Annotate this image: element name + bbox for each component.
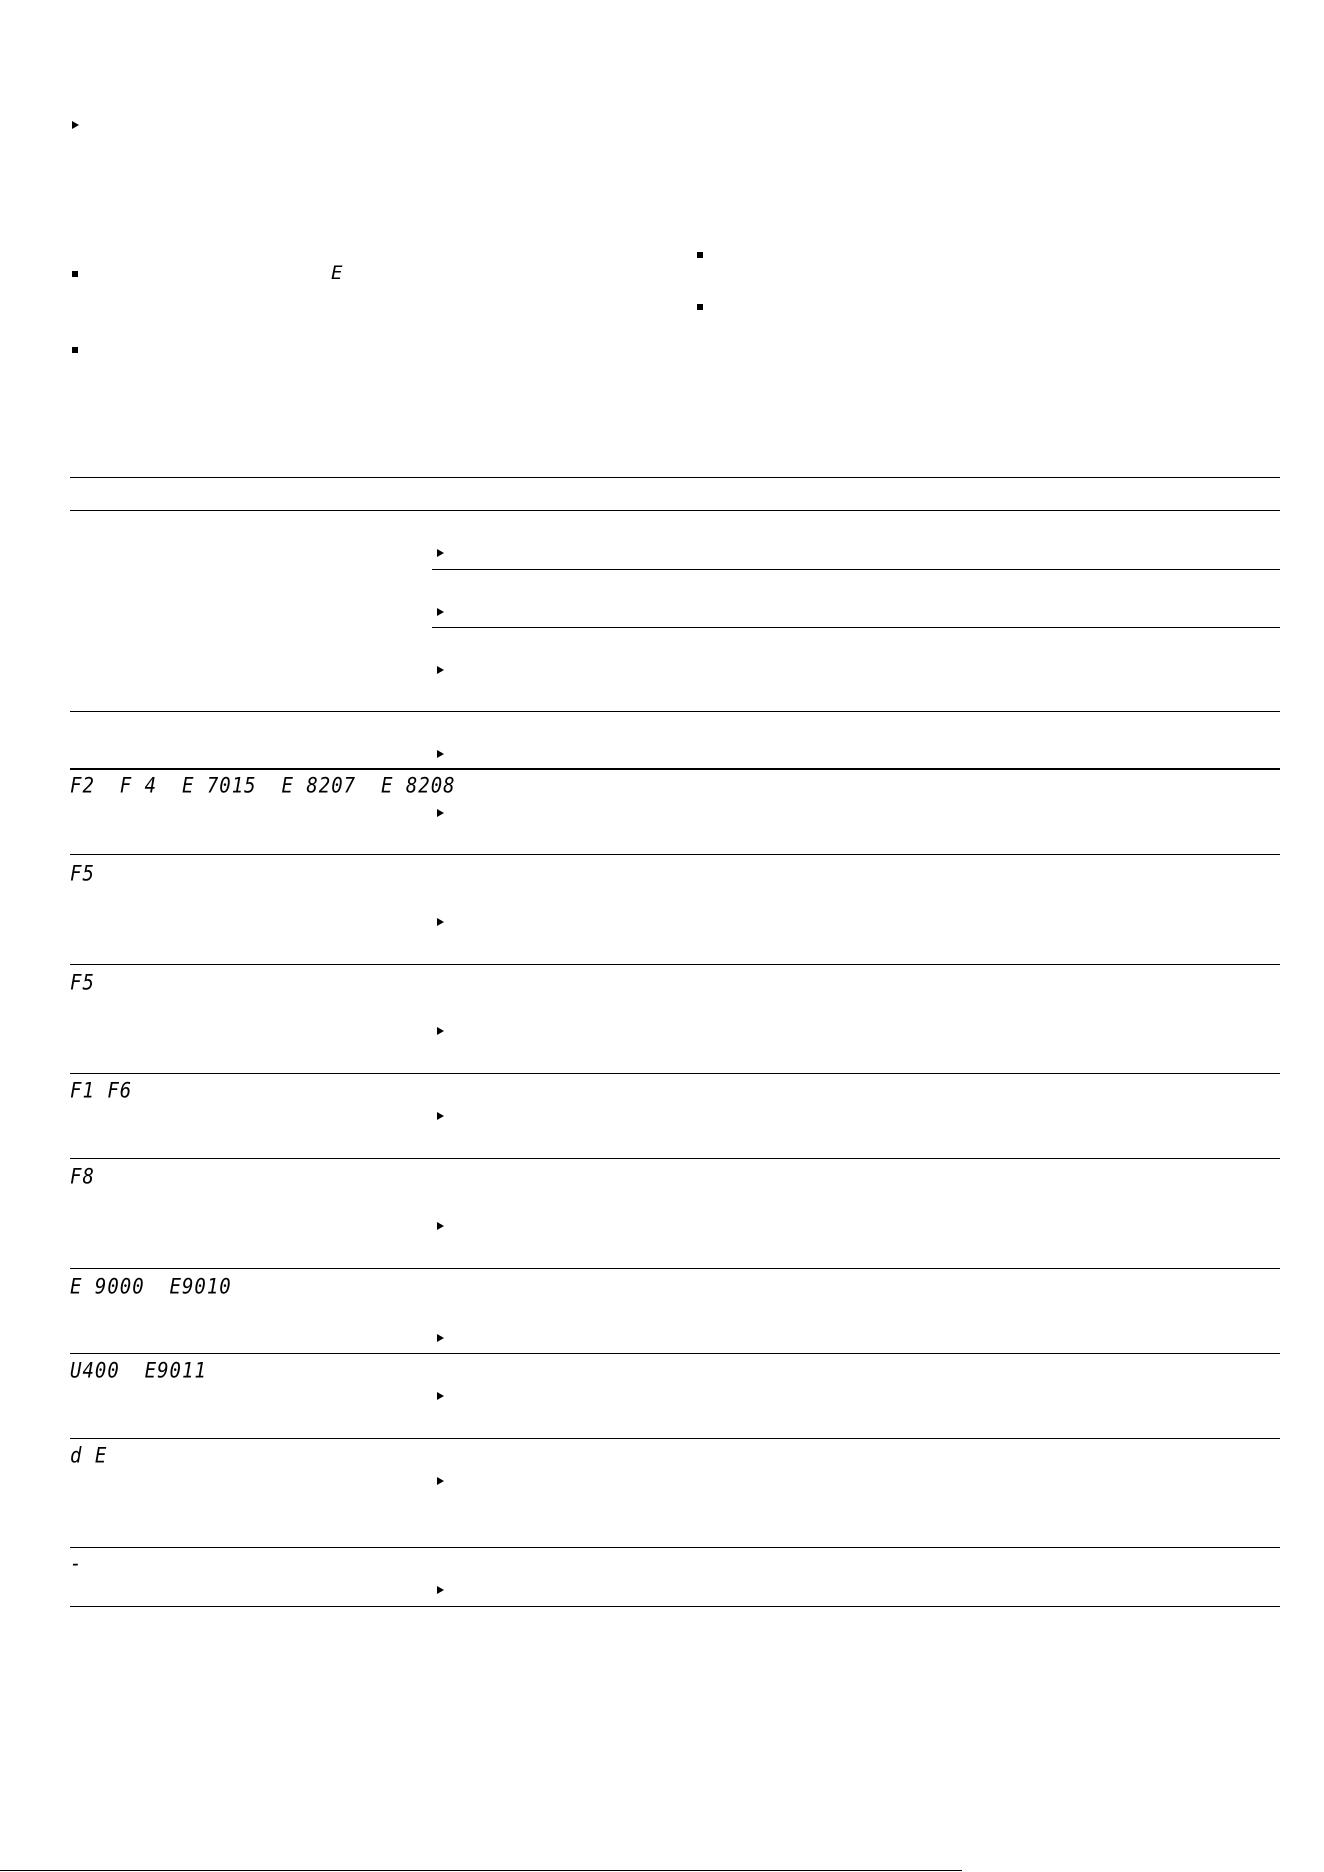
error-code: U400 E9011	[70, 1359, 207, 1384]
action-arrow-icon	[437, 750, 444, 758]
action-arrow-icon	[437, 1586, 444, 1594]
footer-rule	[0, 1870, 962, 1871]
action-arrow-icon	[437, 1477, 444, 1485]
error-code: F1 F6	[70, 1079, 133, 1104]
error-code: F5	[70, 862, 95, 887]
error-code: F8	[70, 1165, 95, 1190]
row-divider	[70, 768, 1280, 770]
bullet-square-icon	[72, 271, 78, 277]
action-arrow-icon	[437, 1392, 444, 1400]
error-code: F2 F 4 E 7015 E 8207 E 8208	[70, 774, 456, 799]
row-divider	[70, 854, 1280, 855]
row-divider	[70, 1268, 1280, 1269]
bullet-square-icon	[72, 347, 78, 353]
row-divider	[70, 1073, 1280, 1074]
action-divider	[432, 627, 1280, 628]
action-arrow-icon	[437, 549, 444, 557]
bullet-arrow-icon	[72, 121, 79, 129]
action-arrow-icon	[437, 1334, 444, 1342]
row-divider	[70, 1353, 1280, 1354]
row-divider	[70, 1158, 1280, 1159]
table-header-rule	[70, 510, 1280, 511]
bullet-square-icon	[697, 304, 703, 310]
row-divider	[70, 711, 1280, 712]
row-divider	[70, 1547, 1280, 1548]
action-arrow-icon	[437, 1027, 444, 1035]
error-code: E 9000 E9010	[70, 1275, 232, 1300]
action-arrow-icon	[437, 809, 444, 817]
action-arrow-icon	[437, 666, 444, 674]
error-code: -	[70, 1552, 83, 1577]
bullet-square-icon	[697, 252, 703, 258]
action-arrow-icon	[437, 918, 444, 926]
error-code: F5	[70, 971, 95, 996]
row-divider	[70, 964, 1280, 965]
error-code: d E	[70, 1444, 108, 1469]
inline-code-e: E	[331, 262, 343, 284]
table-bottom-rule	[70, 1606, 1280, 1607]
table-top-rule	[70, 477, 1280, 478]
action-arrow-icon	[437, 608, 444, 616]
action-arrow-icon	[437, 1112, 444, 1120]
row-divider	[70, 1438, 1280, 1439]
action-arrow-icon	[437, 1222, 444, 1230]
action-divider	[432, 569, 1280, 570]
